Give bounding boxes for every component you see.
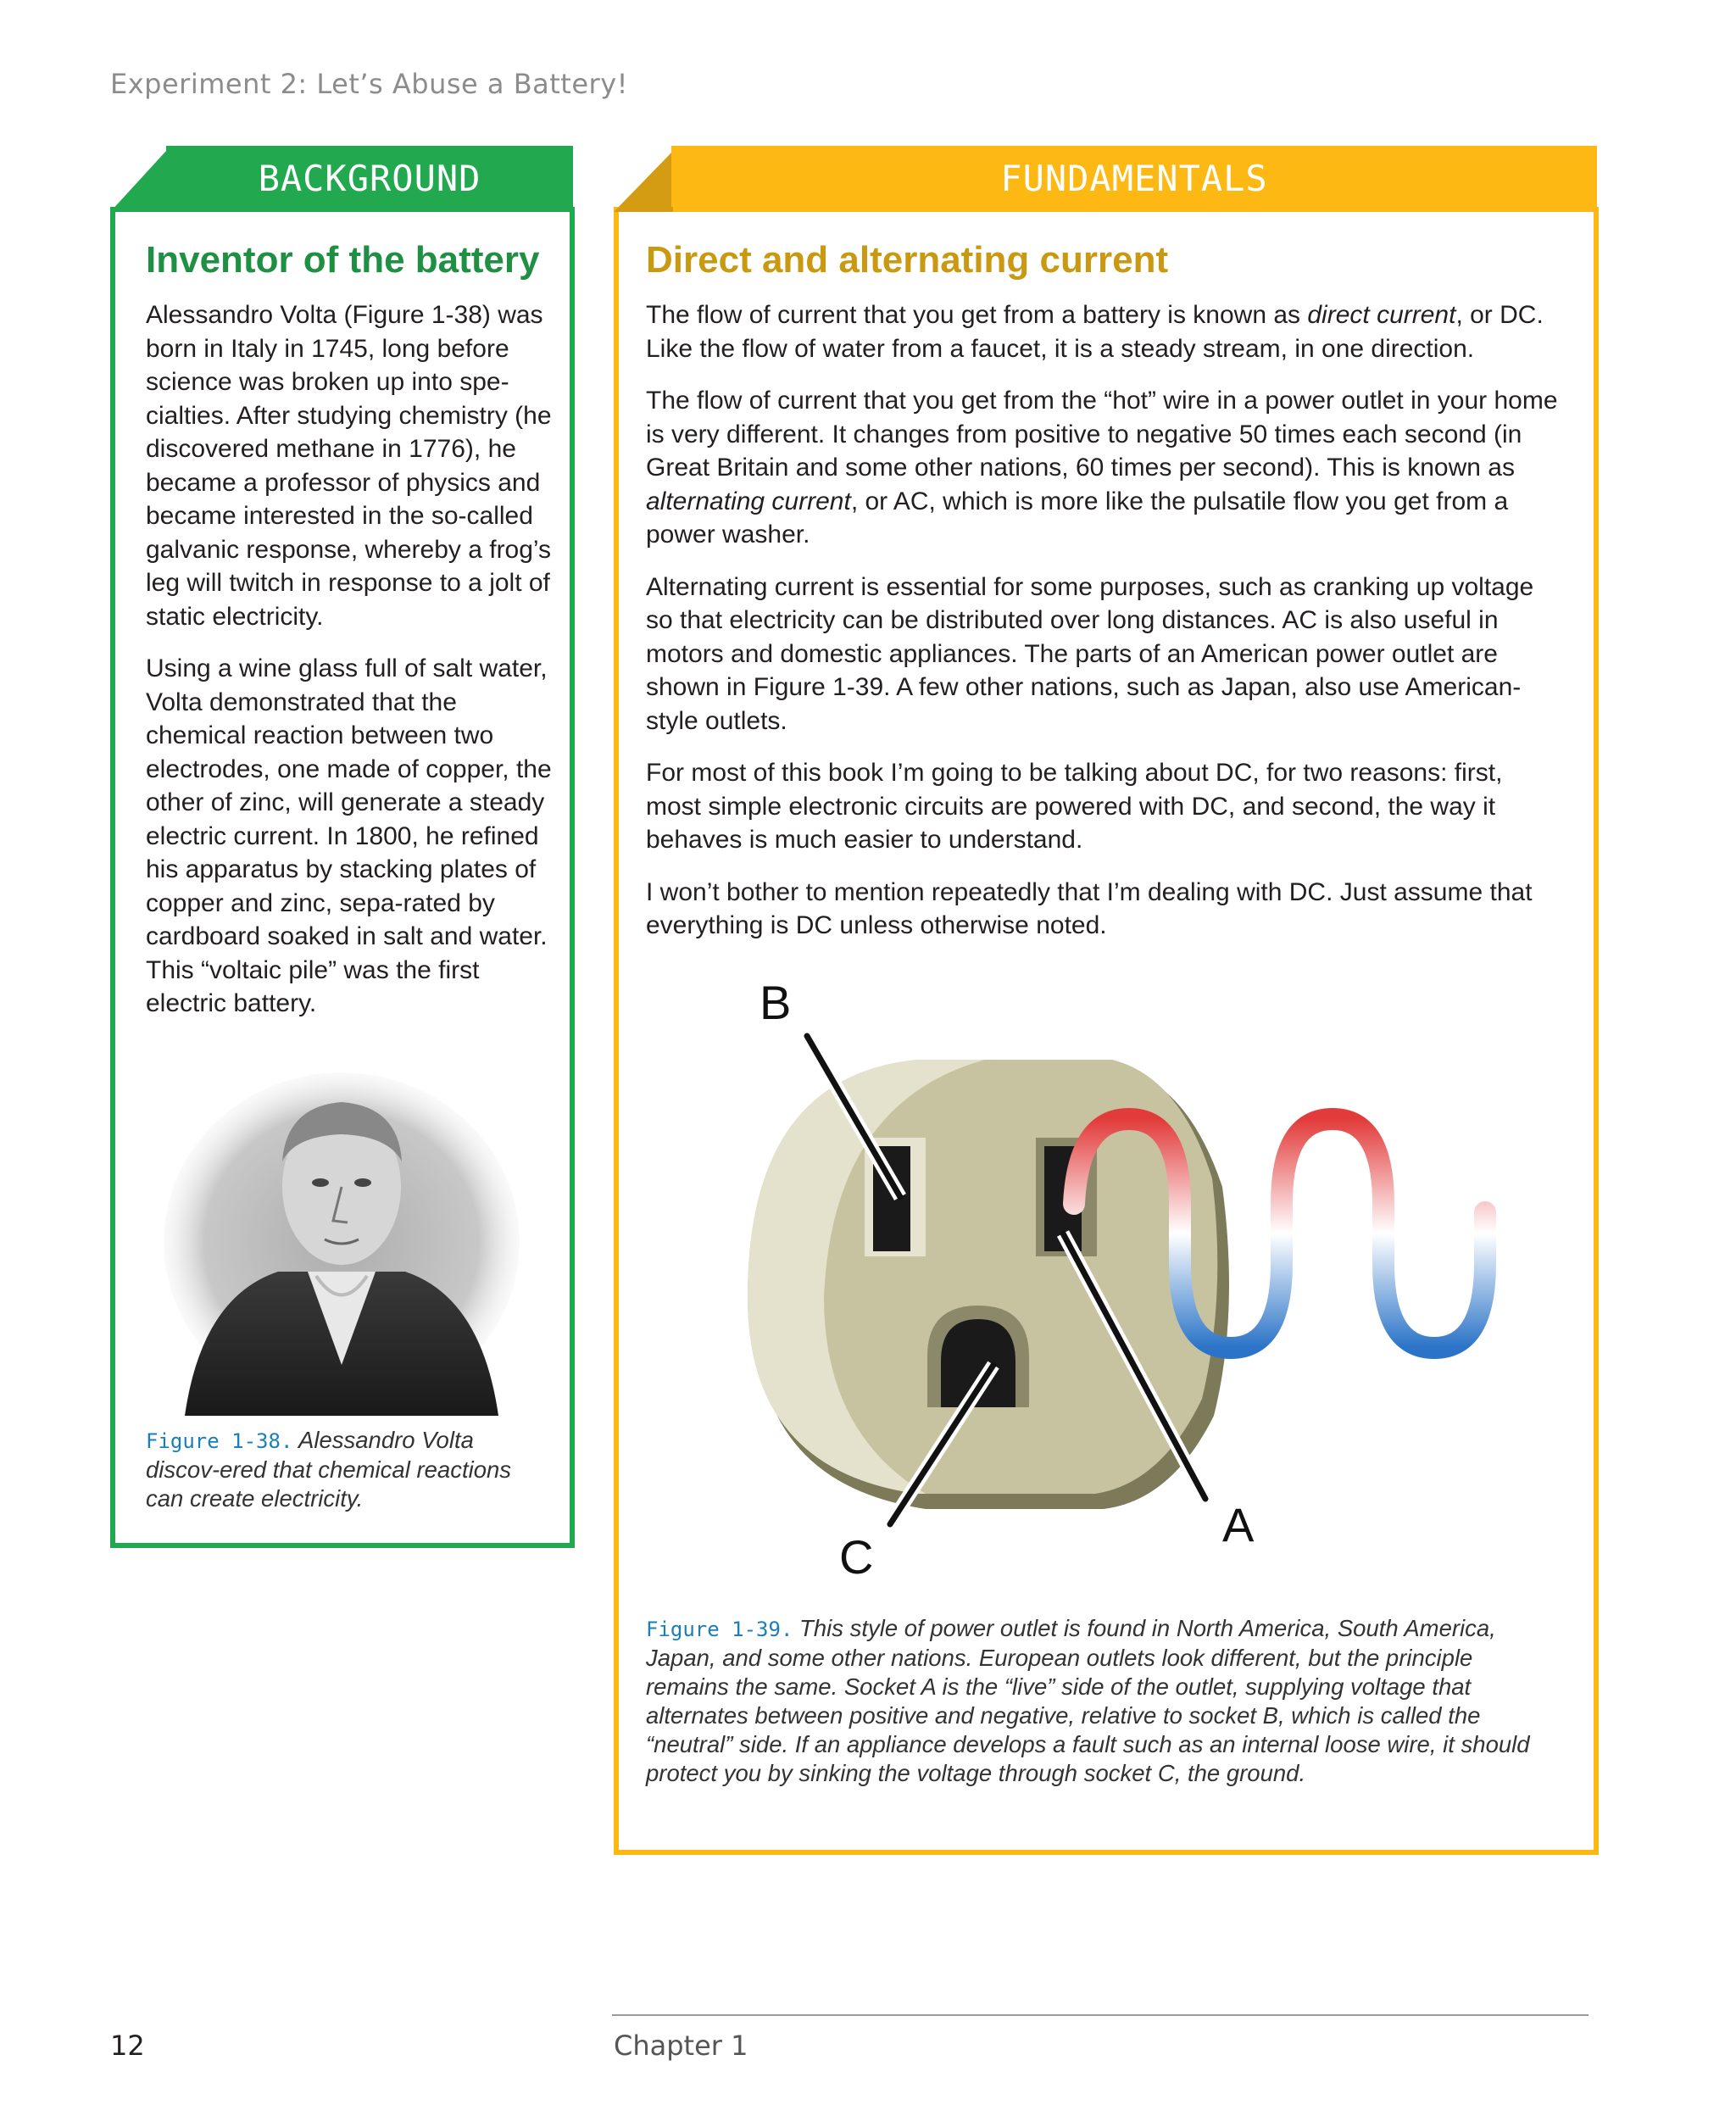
fundamentals-body (646, 298, 1561, 961)
figure-1-39-text: This style of power outlet is found in North America, South America, Japan, and some other nations. European outlets look different, but the principle remains the same. Socket A is the “live” side of the outlet, supplying voltage that alternates between positive and negative, relative to socket B, which is called the “neutral” side. If an appliance develops a fault such as an internal loose wire, it should protect you by sinking the voltage through socket C, the ground. (646, 1615, 1530, 1786)
socket-label-c: C (839, 1530, 874, 1584)
figure-1-39-label: Figure 1-39. (646, 1618, 793, 1641)
fundamentals-paragraph: I won’t bother to mention repeatedly that I’m dealing with DC. Just assume that everything is DC unless otherwise noted. (646, 877, 1533, 939)
chapter-label: Chapter 1 (614, 2030, 748, 2062)
fundamentals-paragraph: The flow of current that you get from the “hot” wire in a power outlet in your home is very different. It changes from positive to negative 50 times each second (in Great Britain and some other nations, 60 times per second). This is known as alternating current, or AC, which is more like the pulsatile flow you get from a power washer. (646, 387, 1558, 548)
running-head: Experiment 2: Let’s Abuse a Battery! (110, 68, 628, 100)
background-tab-corner (110, 146, 170, 212)
footer-divider (612, 2014, 1589, 2016)
power-outlet-diagram (731, 958, 1511, 1602)
figure-1-38-caption (146, 1426, 553, 1513)
socket-label-b: B (760, 976, 792, 1029)
background-tab (166, 146, 573, 207)
fundamentals-tab-corner (614, 146, 676, 212)
background-title: Inventor of the battery (146, 239, 540, 281)
fundamentals-paragraph: Alternating current is essential for some purposes, such as cranking up voltage so that electricity can be distributed over long distances. AC is also useful in motors and domestic appliances. The parts of an American power outlet are shown in Figure 1-39. A few other nations, such as Japan, also use American-style outlets. (646, 572, 1534, 735)
socket-label-a: A (1222, 1498, 1255, 1551)
background-paragraph: Alessandro Volta (Figure 1-38) was born in Italy in 1745, long before science was broken up into spe-cialties. After studying chemistry (he discovered methane in 1776), he became a professor of physics and became interested in the so-called galvanic response, whereby a frog’s leg will twitch in response to a jolt of static electricity. (146, 301, 552, 631)
page-number: 12 (110, 2030, 145, 2062)
fundamentals-title: Direct and alternating current (646, 239, 1169, 281)
volta-portrait-image (151, 1060, 532, 1416)
fundamentals-paragraph: The flow of current that you get from a battery is known as direct current, or DC. Like the flow of water from a faucet, it is a steady stream, in one direction. (646, 301, 1544, 363)
fundamentals-paragraph: For most of this book I’m going to be talking about DC, for two reasons: first, most simple electronic circuits are powered with DC, and second, the way it behaves is much easier to understand. (646, 759, 1503, 854)
fundamentals-tab-label: FUNDAMENTALS (1000, 158, 1268, 199)
fundamentals-tab (671, 146, 1597, 207)
figure-1-39-caption (646, 1614, 1536, 1788)
figure-1-38-label: Figure 1-38. (146, 1429, 293, 1453)
background-tab-label: BACKGROUND (258, 158, 481, 199)
figure-1-38-text: Alessandro Volta discov-ered that chemical reactions can create electricity. (146, 1427, 512, 1512)
background-paragraph: Using a wine glass full of salt water, Volta demonstrated that the chemical reaction between two electrodes, one made of copper, the other of zinc, will generate a steady electric current. In 1800, he refined his apparatus by stacking plates of copper and zinc, sepa-rated by cardboard soaked in salt and water. This “voltaic pile” was the first electric battery. (146, 654, 552, 1017)
background-body (146, 298, 553, 1039)
